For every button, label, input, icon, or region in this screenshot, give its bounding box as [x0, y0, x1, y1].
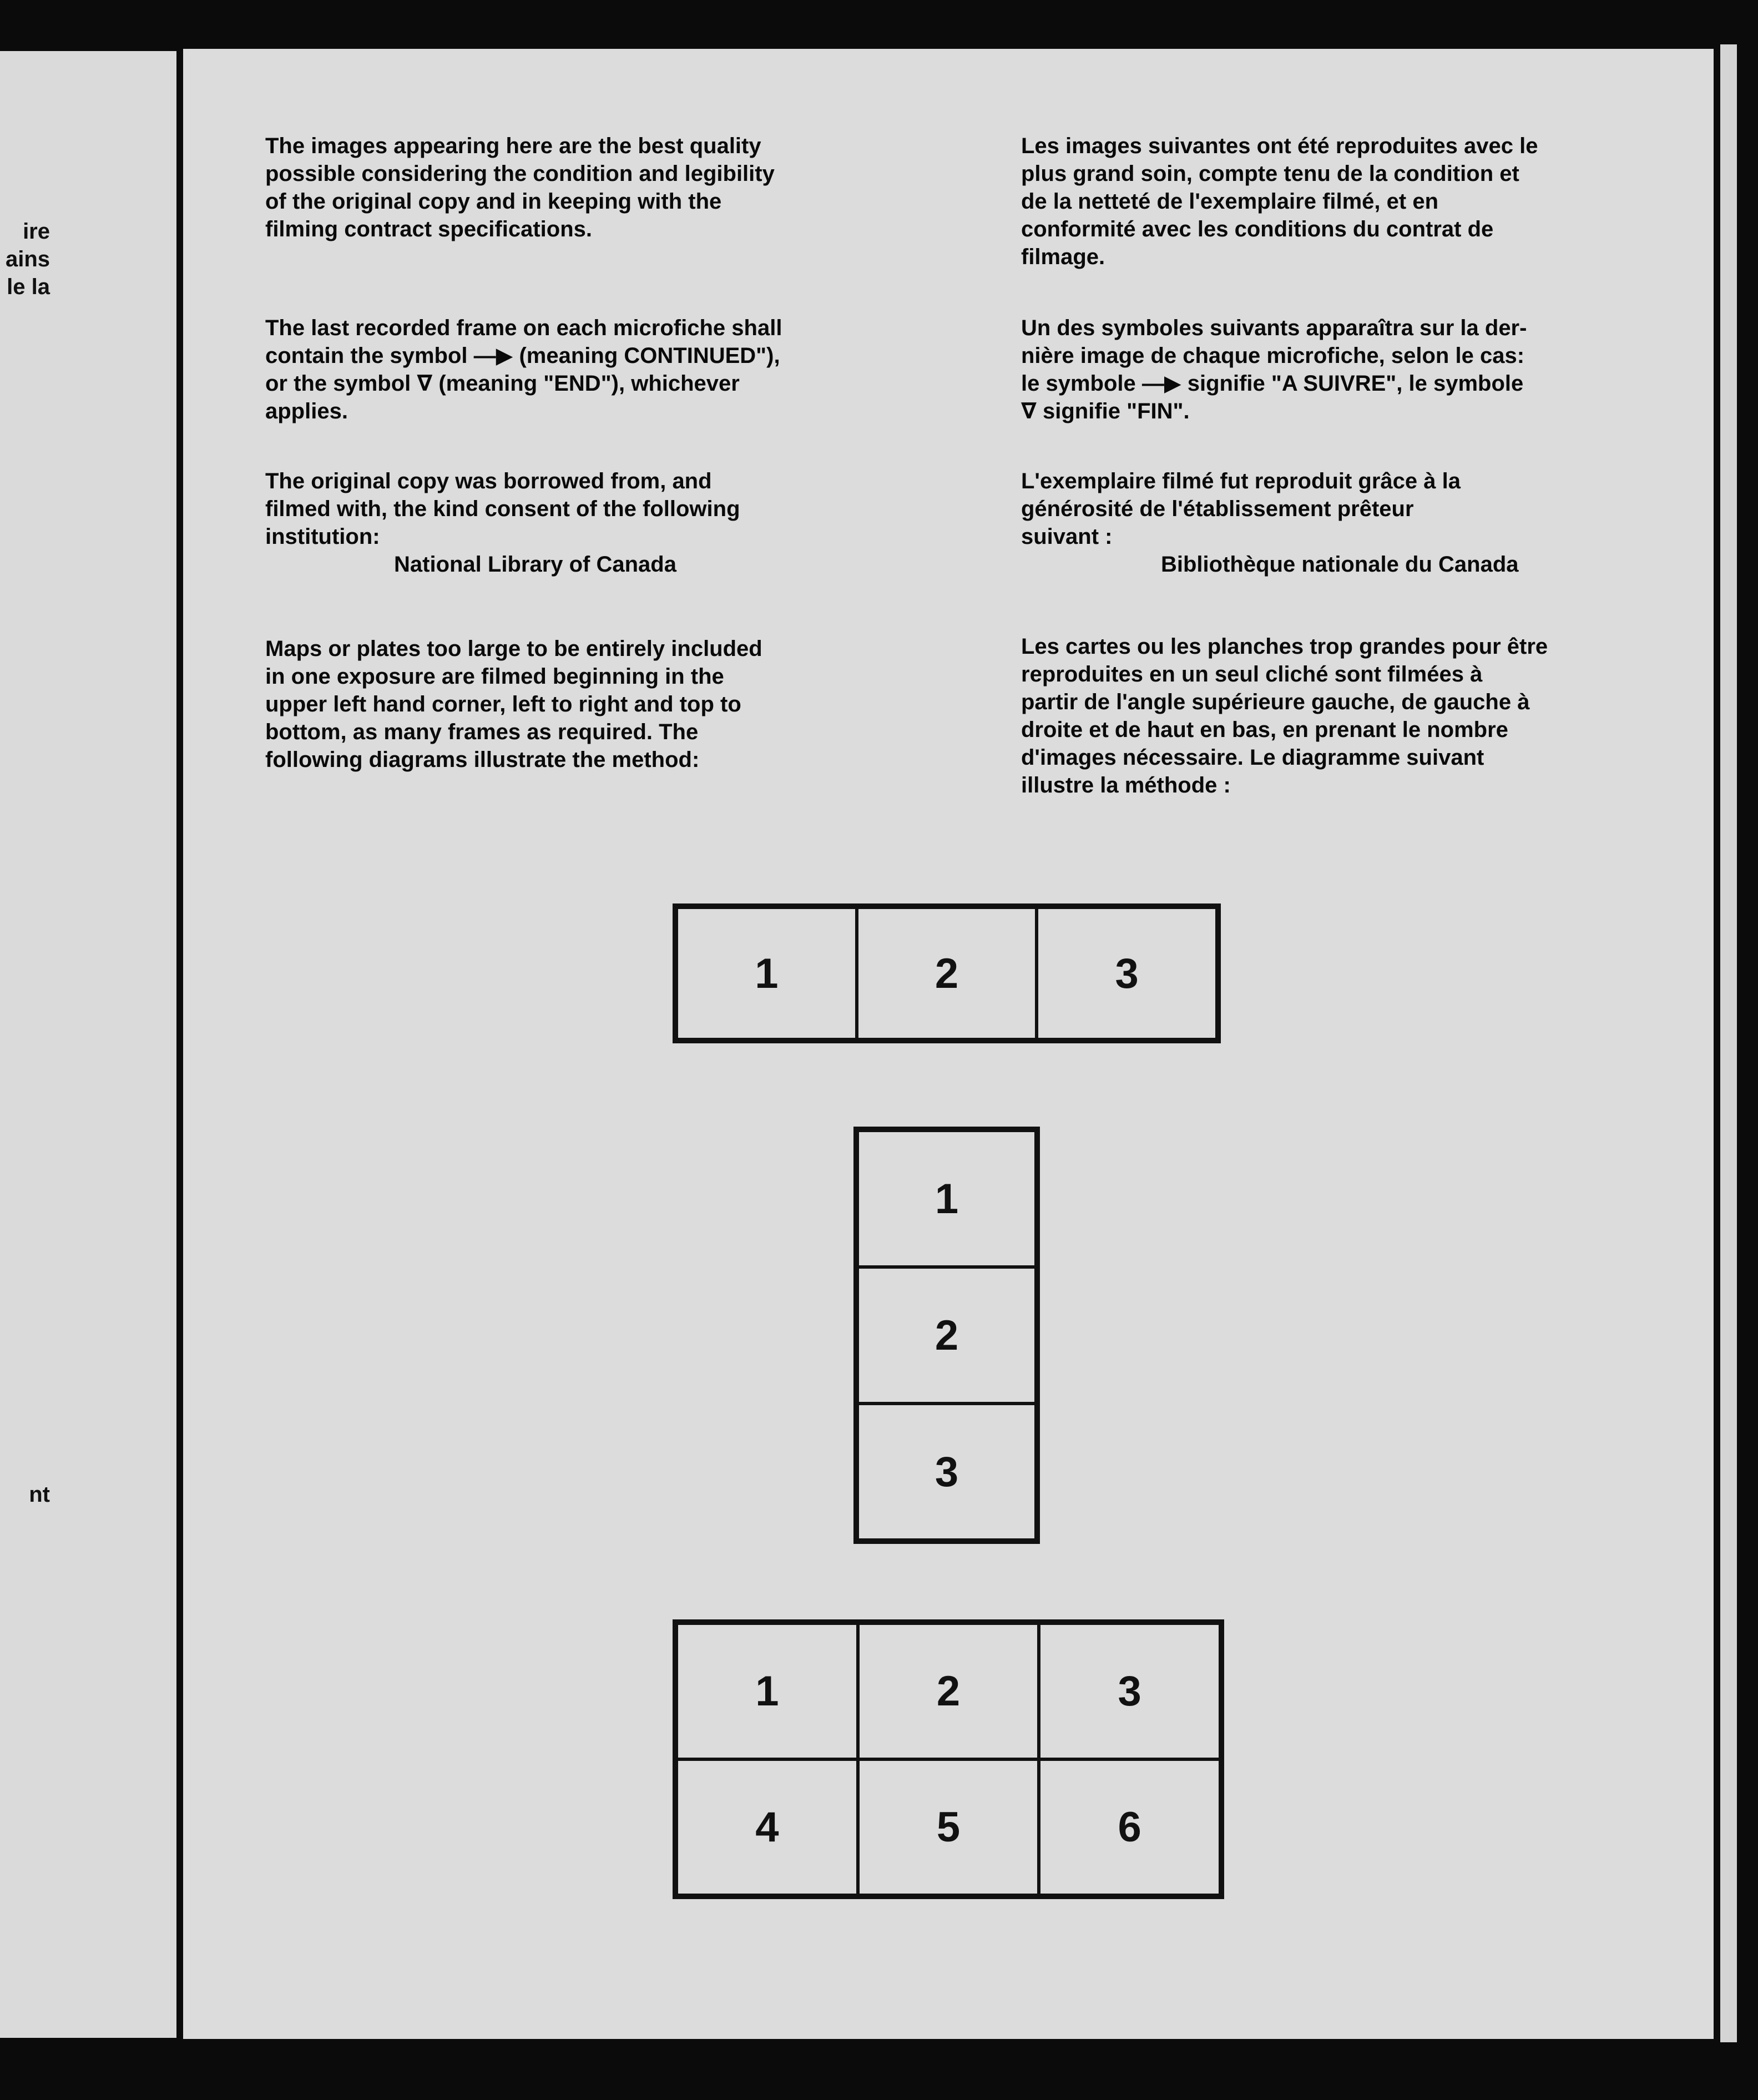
text-line: le symbole —▶ signifie "A SUIVRE", le symbole: [1021, 371, 1524, 396]
text-line: bottom, as many frames as required. The: [265, 720, 699, 744]
text-line: droite et de haut en bas, en prenant le nombre: [1021, 718, 1508, 742]
frame-cell: 3: [1039, 1623, 1220, 1759]
left-page-fragment: ains: [5, 247, 50, 271]
text-line: partir de l'angle supérieure gauche, de gauche à: [1021, 690, 1530, 714]
text-line: ∇ signifie "FIN".: [1021, 399, 1190, 423]
text-line: The last recorded frame on each microfiche shall: [265, 316, 782, 340]
english-quality-paragraph: [265, 132, 775, 243]
grid-frame-diagram: [673, 1619, 1224, 1899]
text-line: following diagrams illustrate the method:: [265, 748, 700, 772]
text-line: reproduites en un seul cliché sont filmées à: [1021, 662, 1483, 686]
text-line: Les images suivantes ont été reproduites avec le: [1021, 134, 1538, 158]
frame-cell: 3: [857, 1404, 1036, 1540]
vertical-frame-diagram: [853, 1127, 1040, 1544]
institution-name: Bibliothèque nationale du Canada: [1161, 552, 1519, 577]
text-line: Un des symboles suivants apparaîtra sur la der-: [1021, 316, 1527, 340]
text-line: générosité de l'établissement prêteur: [1021, 497, 1414, 521]
page-right-edge: [1720, 44, 1737, 2042]
text-line: or the symbol ∇ (meaning "END"), whichever: [265, 371, 740, 396]
english-symbols-paragraph: [265, 314, 782, 425]
adjacent-page-edge: [0, 51, 176, 2038]
text-line: filming contract specifications.: [265, 217, 593, 241]
text-line: in one exposure are filmed beginning in the: [265, 664, 724, 689]
text-line: illustre la méthode :: [1021, 773, 1231, 797]
frame-cell: 2: [857, 907, 1037, 1039]
text-line: L'exemplaire filmé fut reproduit grâce à la: [1021, 469, 1461, 493]
text-line: The images appearing here are the best quality: [265, 134, 761, 158]
text-line: Maps or plates too large to be entirely included: [265, 637, 762, 661]
english-maps-paragraph: [265, 635, 762, 774]
text-line: filmed with, the kind consent of the following: [265, 497, 740, 521]
text-line: nière image de chaque microfiche, selon le cas:: [1021, 344, 1525, 368]
text-line: suivant :: [1021, 524, 1113, 549]
french-symbols-paragraph: [1021, 314, 1527, 425]
frame-cell: 2: [857, 1267, 1036, 1404]
frame-cell: 6: [1039, 1759, 1220, 1895]
left-page-fragment: nt: [29, 1482, 50, 1507]
text-line: possible considering the condition and legibility: [265, 161, 775, 186]
text-line: plus grand soin, compte tenu de la condition et: [1021, 161, 1519, 186]
text-line: filmage.: [1021, 245, 1105, 269]
text-line: de la netteté de l'exemplaire filmé, et en: [1021, 189, 1439, 214]
frame-cell: 3: [1037, 907, 1217, 1039]
text-line: institution:: [265, 524, 380, 549]
frame-cell: 1: [676, 907, 857, 1039]
text-line: The original copy was borrowed from, and: [265, 469, 712, 493]
french-maps-paragraph: [1021, 633, 1548, 799]
text-line: upper left hand corner, left to right and top to: [265, 692, 741, 716]
left-page-fragment: ire: [23, 219, 50, 244]
frame-cell: 2: [858, 1623, 1039, 1759]
text-line: contain the symbol —▶ (meaning CONTINUED"),: [265, 344, 780, 368]
frame-cell: 1: [857, 1130, 1036, 1267]
frame-cell: 5: [858, 1759, 1039, 1895]
left-page-fragment: le la: [7, 275, 50, 299]
horizontal-frame-diagram: [673, 903, 1221, 1043]
text-line: conformité avec les conditions du contrat de: [1021, 217, 1494, 241]
french-institution-paragraph: [1021, 467, 1519, 578]
text-line: of the original copy and in keeping with the: [265, 189, 722, 214]
text-line: applies.: [265, 399, 348, 423]
french-quality-paragraph: [1021, 132, 1538, 271]
frame-cell: 4: [676, 1759, 858, 1895]
text-line: d'images nécessaire. Le diagramme suivant: [1021, 745, 1484, 770]
text-line: Les cartes ou les planches trop grandes pour être: [1021, 634, 1548, 659]
english-institution-paragraph: [265, 467, 740, 578]
institution-name: National Library of Canada: [394, 552, 676, 577]
frame-cell: 1: [676, 1623, 858, 1759]
